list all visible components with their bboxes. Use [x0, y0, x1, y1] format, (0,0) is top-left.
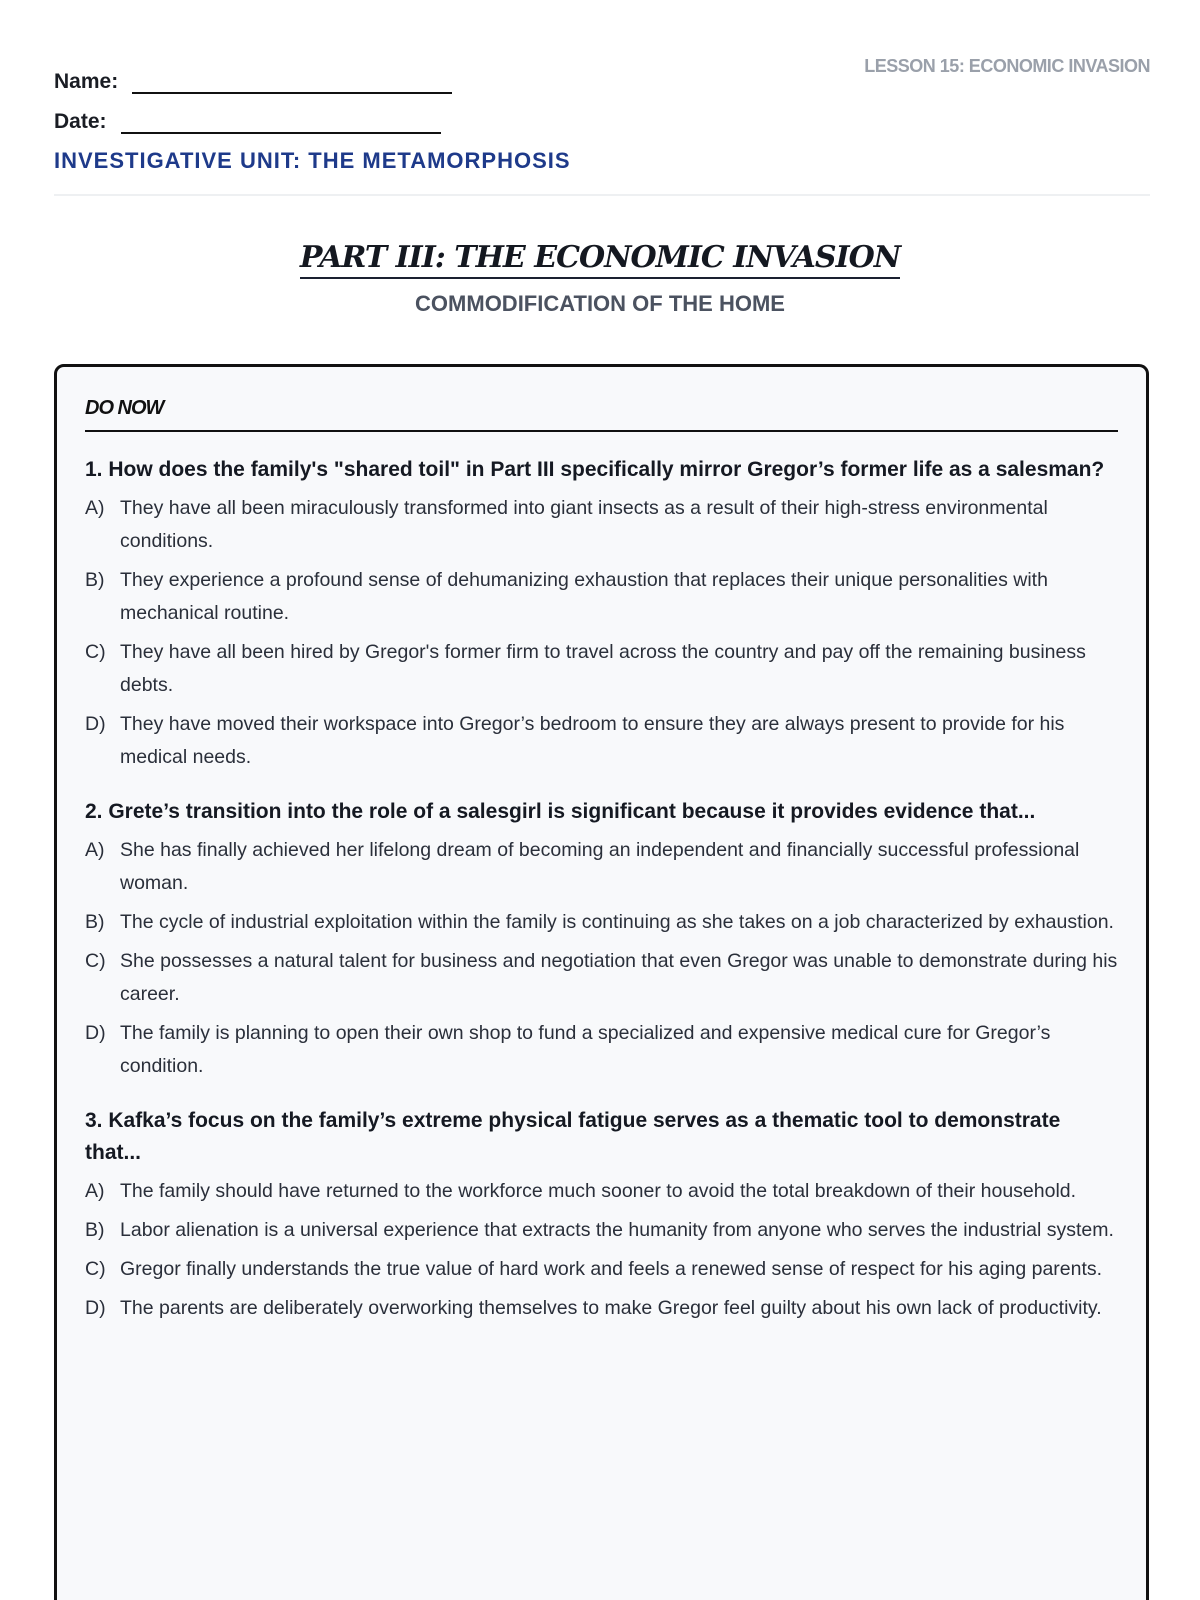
option-letter: B) [85, 1219, 105, 1241]
question-1: 1. How does the family's "shared toil" in Part III specifically mirror Gregor’s former life as a salesman? [85, 458, 1105, 481]
question-list [85, 454, 1118, 1325]
option-text: The cycle of industrial exploitation within the family is continuing as she takes on a job characterized by exhaustion. [120, 911, 1114, 933]
option-letter: D) [85, 713, 106, 735]
answer-option[interactable] [85, 1292, 1118, 1325]
option-text: They experience a profound sense of dehumanizing exhaustion that replaces their unique personalities with mechanical routine. [120, 569, 1048, 624]
do-now-box [54, 364, 1149, 1600]
question-3: 3. Kafka’s focus on the family’s extreme physical fatigue serves as a thematic tool to demonstrate that... [85, 1109, 1061, 1164]
option-letter: B) [85, 911, 105, 933]
answer-option[interactable] [85, 564, 1118, 630]
option-letter: C) [85, 950, 106, 972]
answer-option[interactable] [85, 1175, 1118, 1208]
divider [54, 194, 1150, 196]
option-text: They have all been hired by Gregor's former firm to travel across the country and pay off the remaining business debts. [120, 641, 1086, 696]
title-block [0, 240, 1200, 317]
unit-title: INVESTIGATIVE UNIT: THE METAMORPHOSIS [54, 148, 571, 173]
answer-option[interactable] [85, 1253, 1118, 1286]
answer-option[interactable] [85, 636, 1118, 702]
option-text: The family is planning to open their own shop to fund a specialized and expensive medical cure for Gregor’s condition. [120, 1022, 1051, 1077]
date-field[interactable] [121, 110, 441, 134]
answer-option[interactable] [85, 945, 1118, 1011]
page-subtitle: COMMODIFICATION OF THE HOME [415, 291, 785, 316]
name-field[interactable] [132, 70, 452, 94]
option-text: The family should have returned to the workforce much sooner to avoid the total breakdown of their household. [120, 1180, 1077, 1202]
question-2: 2. Grete’s transition into the role of a salesgirl is significant because it provides evidence that... [85, 800, 1036, 823]
date-label: Date: [54, 110, 107, 133]
lesson-label: LESSON 15: ECONOMIC INVASION [864, 56, 1150, 76]
option-letter: A) [85, 1180, 105, 1202]
option-text: She possesses a natural talent for business and negotiation that even Gregor was unable to demonstrate during his career. [120, 950, 1118, 1005]
option-text: Gregor finally understands the true value of hard work and feels a renewed sense of respect for his aging parents. [120, 1258, 1103, 1280]
option-text: They have moved their workspace into Gregor’s bedroom to ensure they are always present to provide for his medical needs. [120, 713, 1065, 768]
option-text: They have all been miraculously transformed into giant insects as a result of their high-stress environmental conditions. [120, 497, 1048, 552]
option-text: The parents are deliberately overworking themselves to make Gregor feel guilty about his own lack of productivity. [120, 1297, 1102, 1319]
option-letter: A) [85, 839, 105, 861]
worksheet-header [54, 54, 1150, 174]
option-letter: D) [85, 1297, 106, 1319]
date-row [54, 94, 1150, 134]
answer-option[interactable] [85, 834, 1118, 900]
option-letter: C) [85, 1258, 106, 1280]
option-text: She has finally achieved her lifelong dream of becoming an independent and financially successful professional woman. [120, 839, 1080, 894]
answer-option[interactable] [85, 492, 1118, 558]
option-letter: D) [85, 1022, 106, 1044]
answer-option[interactable] [85, 1214, 1118, 1247]
option-letter: C) [85, 641, 106, 663]
name-label: Name: [54, 70, 119, 93]
answer-option[interactable] [85, 708, 1118, 774]
option-text: Labor alienation is a universal experience that extracts the humanity from anyone who serves the industrial system. [120, 1219, 1114, 1241]
page-title: PART III: THE ECONOMIC INVASION [300, 240, 900, 279]
option-letter: B) [85, 569, 105, 591]
do-now-heading: DO NOW [85, 397, 1118, 432]
answer-option[interactable] [85, 906, 1118, 939]
answer-option[interactable] [85, 1017, 1118, 1083]
option-letter: A) [85, 497, 105, 519]
